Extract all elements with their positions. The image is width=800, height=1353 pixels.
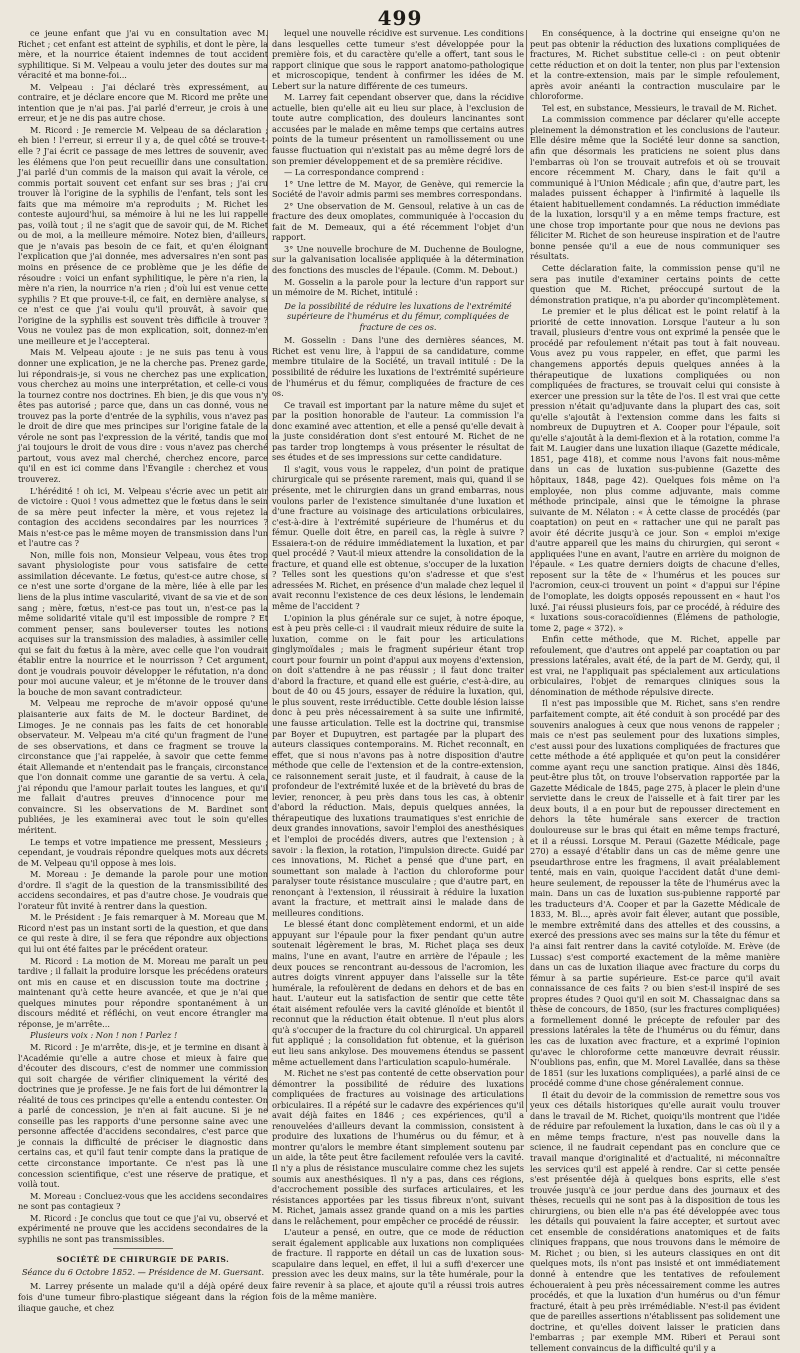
paragraph: Mais M. Velpeau ajoute : je ne suis pas tenu à vous donner une explication, je ne la cherche pas. Prenez garde, lui répondrais-je, si vous ne cherchez pas une explication, vous cherchez au moins une interprétation, et celle-ci vous la tournez contre nos doctrines. Eh bien, je dis que vous n'y êtes pas autorisé ; parce que, dans un cas donné, vous ne trouvez pas la porte d'entrée de la syphilis, vous n'avez pas le droit de dire que mes principes sur l'origine fatale de la vérole ne sont pas l'expression de la vérité, tandis que moi j'ai toujours le droit de vous dire : vous n'avez pas cherché partout, vous avez mal cherché, cherchez encore, parce qu'il en est ici comme dans l'Évangile : cherchez et vous trouverez. (18, 347, 268, 484)
paragraph: M. Ricord : Je remercie M. Velpeau de sa déclaration ; eh bien ! l'erreur, si erreur il y a, de quel côté se trouve-t-elle ? J'ai écrit ce passage de mes lettres de souvenir, avec les élémens que l'on peut recueillir dans une consultation. J'ai parlé d'un commis de la maison qui avait la vérole, ce commis portait souvent cet enfant sur ses bras ; j'ai cru trouver là l'origine de la syphilis de l'enfant, tels sont les faits que ma mémoire m'a reproduits ; M. Richet les conteste aujourd'hui, sa mémoire à lui ne les lui rappelle pas, voilà tout ; il ne s'agit que de savoir qui, de M. Richet ou de moi, a la meilleure mémoire. Notez bien, d'ailleurs, que je n'avais pas besoin de ce fait, et qu'en éloignant l'explication que j'ai donnée, mes adversaires n'en sont pas moins en présence de ce problème que je les défie de résoudre : voici un enfant syphilitique, le père n'a rien, la mère n'a rien, la nourrice n'a rien ; d'où lui est venue cette syphilis ? Et que prouve-t-il, ce fait, en dernière analyse, si ce n'est ce que j'ai voulu qu'il prouvât, à savoir que l'origine de la syphilis est souvent très difficile à trouver ? Vous ne voulez pas de mon explication, soit, donnez-m'en une meilleure et je l'accepterai. (18, 124, 268, 346)
memoir-title: De la possibilité de réduire les luxations de l'extrémité supérieure de l'humérus et du fémur, compliquées de fracture de ces os. (284, 300, 512, 332)
paragraph: Le blessé étant donc complètement endormi, et un aide appuyant sur l'épaule pour la fixer pendant qu'un autre soutenait légèrement le bras, M. Richet plaça ses deux mains, l'une en avant, l'autre en arrière de l'épaule ; les deux pouces se rencontrant au-dessous de l'acromion, les autres doigts vinrent appuyer dans l'aisselle sur la tête humérale, la refoulèrent de dedans en dehors et de bas en haut. L'auteur eut la satisfaction de sentir que cette tête était aisément refoulée vers la cavité glénoïde et bientôt il reconnut que la réduction était obtenue. Il n'eut plus alors qu'à s'occuper de la fracture du col chirurgical. Un appareil fut appliqué ; la consolidation fut obtenue, et la guérison eut lieu sans ankylose. Des mouvemens étendus se passent même actuellement dans l'articulation scapulo-humérale. (272, 919, 524, 1067)
paragraph: M. Velpeau me reproche de m'avoir opposé qu'une plaisanterie aux faits de M. le docteur Bardinet, de Limoges. Je ne connais pas les faits de cet honorable observateur. M. Velpeau m'a cité qu'un fragment de l'une de ses observations, et dans ce fragment se trouve la circonstance que j'ai rappelée, à savoir que cette femme était Allemande et n'entendait pas le français, circonstance que l'on donnait comme une garantie de sa vertu. À cela, j'ai répondu que l'amour parlait toutes les langues, et qu'il me fallait d'autres preuves d'innocence pour me convaincre. Si les observations de M. Bardinet sont publiées, je les examinerai avec tout le soin qu'elles méritent. (18, 698, 268, 836)
paragraph: M. Larrey présente un malade qu'il a déjà opéré deux fois d'une tumeur fibro-plastique siégeant dans la région iliaque gauche, et chez (18, 1281, 268, 1313)
paragraph: M. Velpeau : J'ai déclaré très expressément, au contraire, et je déclare encore que M. Ricord me prête une intention que je n'ai pas. J'ai parlé d'erreur, je crois à une erreur, et je ne dis pas autre chose. (18, 81, 268, 124)
paragraph: L'hérédité ! oh ici, M. Velpeau s'écrie avec un petit air de victoire : Quoi ! vous admettez que le fœtus dans le sein de sa mère peut infecter la mère, et vous rejetez la contagion des accidens secondaires par les nourrices ? Mais n'est-ce pas le même moyen de transmission dans l'un et l'autre cas ? (18, 485, 268, 549)
column-left (18, 28, 268, 1313)
paragraph: Plusieurs voix : Non ! non ! Parlez ! (30, 1030, 178, 1041)
column-rule (526, 30, 527, 1112)
section-heading: SOCIÉTÉ DE CHIRURGIE DE PARIS. (56, 1255, 230, 1265)
paragraph: Il s'agit, vous vous le rappelez, d'un point de pratique chirurgicale qui se présente rarement, mais qui, quand il se présente, met le chirurgien dans un grand embarras, nous voulons parler de l'existence simultanée d'une luxation et d'une fracture au voisinage des articulations orbiculaires, c'est-à-dire à l'extrémité supérieure de l'humérus et du fémur. Quelle doit être, en pareil cas, la règle à suivre ? Essaiera-t-on de réduire immédiatement la luxation, et par quel procédé ? Vaut-il mieux attendre la consolidation de la fracture, et quand elle est obtenue, s'occuper de la luxation ? Telles sont les questions qu'on s'adresse et que s'est adressées M. Richet, en présence d'un malade chez lequel il avait reconnu l'existence de ces deux lésions, le lendemain même de l'accident ? (272, 463, 524, 611)
paragraph: En conséquence, à la doctrine qui enseigne qu'on ne peut pas obtenir la réduction des luxations compliquées de fractures, M. Richet substitue celle-ci : on peut obtenir cette réduction et on doit la tenter, non plus par l'extension et la contre-extension, mais par le simple refoulement, après avoir anéanti la contraction musculaire par le chloroforme. (530, 28, 780, 102)
paragraph: M. Richet ne s'est pas contenté de cette observation pour démontrer la possibilité de réduire des luxations compliquées de fractures au voisinage des articulations orbiculaires. Il a répété sur le cadavre des expériences qu'il avait déjà faites en 1846 ; ces expériences, qu'il a renouvelées d'ailleurs devant la commission, consistent à produire des luxations de l'humérus ou du fémur, et à montrer qu'alors le membre étant simplement soutenu par un aide, la tête peut être facilement refoulée vers la cavité. Il n'y a plus de résistance musculaire comme chez les sujets soumis aux anesthésiques. Il n'y a pas, dans ces régions, d'accrochement possible des surfaces articulaires, et les résistances apportées par les tissus fibreux n'ont, suivant M. Richet, jamais assez grande quand on a mis les parties dans le relâchement, pour empêcher ce procédé de réussir. (272, 1068, 524, 1226)
paragraph: M. Ricord : Je conclus que tout ce que j'ai vu, observé et expérimenté ne prouve que les accidens secondaires de la syphilis ne sont pas transmissibles. (18, 1212, 268, 1244)
column-right (530, 28, 780, 1353)
paragraph: Cette déclaration faite, la commission pense qu'il ne sera pas inutile d'examiner certains points de cette question que M. Richet, préoccupé surtout de la démonstration pratique, n'a pu aborder qu'incomplètement. (530, 263, 780, 305)
paragraph: Le temps et votre impatience me pressent, Messieurs ; cependant, je voudrais répondre quelques mots aux décrets de M. Velpeau qu'il oppose à mes lois. (18, 836, 268, 868)
paragraph: Non, mille fois non, Monsieur Velpeau, vous êtes trop savant physiologiste pour vous satisfaire de cette assimilation décevante. Le fœtus, qu'est-ce autre chose, si ce n'est une sorte d'organe de la mère, liée à elle par les liens de la plus intime vascularité, vivant de sa vie et de son sang ; mère, fœtus, n'est-ce pas tout un, n'est-ce pas la même solidarité vitale qu'il est impossible de rompre ? Et comment penser, sans bouleverser toutes les notions acquises sur la transmission des maladies, à assimiler celle qui se fait du fœtus à la mère, avec celle que l'on voudrait établir entre la nourrice et le nourrisson ? Cet argument, dont je voudrais pouvoir développer le réfutation, n'a donc pour moi aucune valeur, et je m'étonne de le trouver dans la bouche de mon savant contradicteur. (18, 549, 268, 697)
paragraph: Enfin cette méthode, que M. Richet, appelle par refoulement, que d'autres ont appelé par coaptation ou par pressions latérales, avait été, de la part de M. Gerdy, qui, il est vrai, ne l'appliquait pas spécialement aux articulations orbiculaires, l'objet de remarques cliniques sous la dénomination de méthode répulsive directe. (530, 634, 780, 697)
paragraph: M. Gosselin a la parole pour la lecture d'un rapport sur un mémoire de M. Richet, intitulé : (272, 276, 524, 298)
paragraph: M. Ricord : La motion de M. Moreau me paraît un peu tardive ; il fallait la produire lorsque les précédens orateurs ont mis en cause et en discussion toute ma doctrine ; maintenant qu'à cette heure avancée, et que je n'ai que quelques minutes pour répondre spontanément à un discours médité et réfléchi, on veut encore étrangler ma réponse, je m'arrête... (18, 955, 268, 1029)
column-middle (272, 28, 524, 1301)
paragraph: M. le Président : Je fais remarquer à M. Moreau que M. Ricord n'est pas un instant sorti de la question, et que dans ce qui reste à dire, il se fera que répondre aux objections qui lui ont été faites par le précédent orateur. (18, 912, 268, 955)
paragraph: Le premier et le plus délicat est le point relatif à la priorité de cette innovation. Lorsque l'auteur a lu son travail, plusieurs d'entre vous ont exprimé la pensée que le procédé par refoulement n'était pas tout à fait nouveau. Vous avez pu vous rappeler, en effet, que parmi les changemens apportés depuis quelques années à la thérapeutique de luxations compliquées ou non compliquées de fractures, se trouvait celui qui consiste à exercer une pression sur la tête de l'os. Il est vrai que cette pression n'était qu'adjuvante dans la plupart des cas, soit qu'elle s'ajoutât à l'extension comme dans les faits si nombreux de Dupuytren et A. Cooper pour l'épaule, soit qu'elle s'ajoutât à la demi-flexion et à la rotation, comme l'a fait M. Laugier dans une luxation iliaque (Gazette médicale, 1851, page 418), et comme nous l'avons fait nous-même dans un cas de luxation sus-pubienne (Gazette des hôpitaux, 1848, page 42). Quelques fois même on l'a employée, non plus comme adjuvante, mais comme méthode principale, ainsi que le témoigne la phrase suivante de M. Nélaton : « À cette classe de procédés (par coaptation) on peut en « rattacher une qui ne paraît pas avoir été décrite jusqu'à ce jour. Son « emploi m'exige d'autre appareil que les mains du chirurgien, qui seront « appliquées l'une en avant, l'autre en arrière du moignon de l'épaule. « Les quatre derniers doigts de chacune d'elles, reposent sur la tête de « l'humérus et les pouces sur l'acromion, ceux-ci trouvent un point « d'appui sur l'épine de l'omoplate, les doigts opposés repoussent en « haut l'os luxé. J'ai réussi plusieurs fois, par ce procédé, à réduire des « luxations sous-coracoïdiennes (Élémens de pathologie, tome 2, page « 372). » (530, 306, 780, 633)
paragraph: L'auteur a pensé, en outre, que ce mode de réduction serait également applicable aux luxations non compliquées de fracture. Il rapporte en détail un cas de luxation sous-scapulaire dans lequel, en effet, il lui a suffi d'exercer une pression avec les deux mains, sur la tête humérale, pour la faire revenir à sa place, et ajoute qu'il a réussi trois autres fois de la même manière. (272, 1227, 524, 1301)
paragraph: 1° Une lettre de M. Mayor, de Genève, qui remercie la Société de l'avoir admis parmi ses membres correspondans. (272, 178, 524, 200)
session-line: Séance du 6 Octobre 1852. — Présidence de M. Guersant. (21, 1266, 265, 1277)
paragraph: M. Moreau : Je demande la parole pour une motion d'ordre. Il s'agit de la question de la transmissibilité des accidens secondaires, et pas d'autre chose. Je voudrais que l'orateur fût invité à rentrer dans la question. (18, 869, 268, 911)
paragraph: Il était du devoir de la commission de remettre sous vos yeux ces détails historiques qu'elle aurait voulu trouver dans le travail de M. Richet, quoiqu'ils montrent que l'idée de réduire par refoulement la luxation, dans le cas où il y a en même temps fracture, n'est pas nouvelle dans la science, il ne faudrait cependant pas en conclure que ce travail manque d'originalité et d'actualité, ni méconnaître les services qu'il est appelé à rendre. Car si cette pensée s'est présentée déjà à quelques bons esprits, elle s'est trouvée jusqu'à ce jour perdue dans des journaux et des thèses, recueils qui ne sont pas à la disposition de tous les chirurgiens, ou bien elle n'a pas été développée avec tous les détails qui pouvaient la faire accepter, et surtout avec cet ensemble de considérations anatomiques et de faits cliniques frappans, que nous trouvons dans le mémoire de M. Richet ; ou bien, si les auteurs classiques en ont dit quelques mots, ils n'ont pas insisté et ont immédiatement donné à entendre que les tentatives de refoulement échoueraient à peu près nécessairement comme les autres procédés, et que la luxation d'un humérus ou d'un fémur fracturé, était à peu près irrémédiable. N'est-il pas évident que de pareilles assertions n'établissent pas solidement une doctrine, et qu'elles doivent laisser le praticien dans l'embarras ; par exemple MM. Riberi et Peraui sont tellement convaincus de la difficulté qu'il y a (530, 1089, 780, 1353)
paragraph: 2° Une observation de M. Gensoul, relative à un cas de fracture des deux omoplates, communiquée à l'occasion du fait de M. Demeaux, qui a été récemment l'objet d'un rapport. (272, 200, 524, 243)
paragraph: — La correspondance comprend : (284, 167, 425, 178)
paragraph: La commission commence par déclarer qu'elle accepte pleinement la démonstration et les conclusions de l'auteur. Elle désire même que la Société leur donne sa sanction, afin que désormais les praticiens ne soient plus dans l'embarras où l'on se trouvait autrefois et où se trouvait encore récemment M. Chary, dans le fait qu'il a communiqué à l'Union Médicale ; afin que, d'autre part, les malades puissent échapper à l'infirmité à laquelle ils étaient habituellement condamnés. La réduction immédiate de la luxation, lorsqu'il y a en même temps fracture, est une chose trop importante pour que nous ne devions pas féliciter M. Richet de son heureuse inspiration et de l'autre bonne pensée qu'il a eue de nous communiquer ses résultats. (530, 114, 780, 262)
paragraph: Tel est, en substance, Messieurs, le travail de M. Richet. (542, 102, 777, 113)
page-number: 499 (377, 6, 423, 30)
paragraph: 3° Une nouvelle brochure de M. Duchenne de Boulogne, sur la galvanisation localisée appliquée à la détermination des fonctions des muscles de l'épaule. (Comm. M. Debout.) (272, 243, 524, 276)
paragraph: M. Ricord : Je m'arrête, dis-je, et je termine en disant à l'Académie qu'elle a autre chose et mieux à faire que d'écouter des discours, c'est de nommer une commission qui soit chargée de vérifier cliniquement la vérité des doctrines que je professe. Je ne fais fort de lui démontrer la réalité de tous ces principes qu'elle a entendu contester. On a parlé de concession, je n'en ai fait aucune. Si je ne conseille pas les rapports d'une personne saine avec une personne affectée d'accidens secondaires, c'est parce que je connais la difficulté de préciser le diagnostic dans certains cas, et qu'il faut tenir compte dans la pratique de cette circonstance importante. Ce n'est pas là une concession scientifique, c'est une réserve de pratique, et voilà tout. (18, 1041, 268, 1190)
paragraph: ce jeune enfant que j'ai vu en consultation avec M. Richet ; cet enfant est atteint de syphilis, et dont le père, la mère, et la nourrice étaient indemnes de tout accident syphilitique. Si M. Velpeau a voulu jeter des doutes sur ma véracité et ma bonne-foi... (18, 28, 268, 81)
paragraph: lequel une nouvelle récidive est survenue. Les conditions dans lesquelles cette tumeur s'est développée pour la première fois, et du caractère qu'elle a offert, tant sous le rapport clinique que sous le rapport anatomo-pathologique et microscopique, tendent à confirmer les idées de M. Lebert sur la nature différente de ces tumeurs. (272, 28, 524, 91)
paragraph: L'opinion la plus générale sur ce sujet, à notre époque, est à peu près celle-ci : il vaudrait mieux réduire de suite la luxation, comme on le fait pour les articulations ginglymoïdales ; mais le fragment supérieur étant trop court pour fournir un point d'appui aux moyens d'extension, on doit s'attendre à ne pas réussir ; il faut donc traiter d'abord la fracture, et quand elle est guérie, c'est-à-dire, au bout de 40 ou 45 jours, essayer de réduire la luxation, qui, le plus souvent, reste irréductible. Cette double lésion laisse donc à peu près nécessairement à sa suite une infirmité, une fausse articulation. Telle est la doctrine qui, transmise par Boyer et Dupuytren, est partagée par la plupart des auteurs classiques contemporains. M. Richet reconnaît, en effet, que si nous n'avons pas à notre disposition d'autre méthode que celle de l'extension et de la contre-extension, ce raisonnement serait juste, et il faudrait, à cause de la profondeur de l'extrémité luxée et de la brièveté du bras de levier, renoncer, à peu près dans tous les cas, à obtenir d'abord la réduction. Mais, depuis quelques années, la thérapeutique des luxations traumatiques s'est enrichie de deux grandes innovations, savoir l'emploi des anesthésiques et l'emploi de procédés divers, autres que l'extension ; à savoir : la flexion, la rotation, l'impulsion directe. Guidé par ces innovations, M. Richet a pensé que d'une part, en soumettant son malade à l'action du chloroforme pour paralyser toute résistance musculaire ; que d'autre part, en renonçant à l'extension, il réussirait à réduire la luxation avant la fracture, et mettrait ainsi le malade dans de meilleures conditions. (272, 612, 524, 918)
paragraph: M. Moreau : Concluez-vous que les accidens secondaires ne sont pas contagieux ? (18, 1190, 268, 1212)
paragraph: Il n'est pas impossible que M. Richet, sans s'en rendre parfaitement compte, ait été conduit à son procédé par des souvenirs analogues à ceux que nous venons de rappeler ; mais ce n'est pas seulement pour des luxations simples, c'est aussi pour des luxations compliquées de fractures que cette méthode a été appliquée et qu'on peut la considérer comme ayant reçu une sanction pratique. Ainsi dès 1846, peut-être plus tôt, on trouve l'observation rapportée par la Gazette Médicale de 1845, page 275, à placer le plein d'une serviette dans le creux de l'aisselle et à fait tirer par les deux bouts, il a en pour but de repousser directement en dehors la tête humérale sans exercer de traction douloureuse sur le bras qui était en même temps fracturé, et il a réussi. Lorsque M. Peraui (Gazette Médicale, page 270) a essayé d'établir dans un cas de même genre une pseudarthrose entre les fragmens, il avait préalablement tenté, mais en vain, quoique l'accident datât d'une demi-heure seulement, de repousser la tête de l'humérus avec la main. Dans un cas de luxation sus-pubienne rapporté par les traducteurs d'A. Cooper et par la Gazette Médicale de 1833, M. Bl..., après avoir fait élever, autant que possible, le membre extrêmité dans des attelles et des coussins, a exercé des pressions avec ses mains sur la tête du fémur et l'a ainsi fait rentrer dans la cavité cotyloïde. M. Erève (de Lussac) s'est comporté exactement de la même manière dans un cas de luxation iliaque avec fracture du corps du fémur à sa partie supérieure. Est-ce parce qu'il avait connaissance de ces faits ? ou bien s'est-il inspiré de ses propres études ? Quoi qu'il en soit M. Chassaignac dans sa thèse de concours, de 1850, (sur les fractures compliquées) a formellement donné le précepte de refouler par des pressions latérales la tête de l'humérus ou du fémur, dans les cas de luxation avec fracture, et a exprimé l'opinion qu'avec le chloroforme cette manœuvre devrait réussir. N'oublions pas, enfin, que M. Morel Lavallée, dans sa thèse de 1851 (sur les luxations compliquées), a parlé ainsi de ce procédé comme d'une chose généralement connue. (530, 698, 780, 1089)
paragraph: M. Gosselin : Dans l'une des dernières séances, M. Richet est venu lire, à l'appui de sa candidature, comme membre titulaire de la Société, un travail intitulé : De la possibilité de réduire les luxations de l'extrémité supérieure de l'humérus et du fémur, compliquées de fracture de ces os. (272, 335, 524, 399)
paragraph: Ce travail est important par la nature même du sujet et par la position honorable de l'auteur. La commission l'a donc examiné avec attention, et elle a pensé qu'elle devait à la juste considération dont s'est entouré M. Richet de ne pas tarder trop longtemps à vous présenter le résultat de ses études et de ses impressions sur cette candidature. (272, 399, 524, 463)
section-divider (113, 1248, 173, 1249)
paragraph: M. Larrey fait cependant observer que, dans la récidive actuelle, bien qu'elle ait eu lieu sur place, à l'exclusion de toute autre complication, des douleurs lancinantes sont accusées par le malade en même temps que certains autres points de la tumeur présentent un ramollissement ou une fausse fluctuation qui n'existait pas au même degré lors de son premier développement et de sa première récidive. (272, 92, 524, 166)
